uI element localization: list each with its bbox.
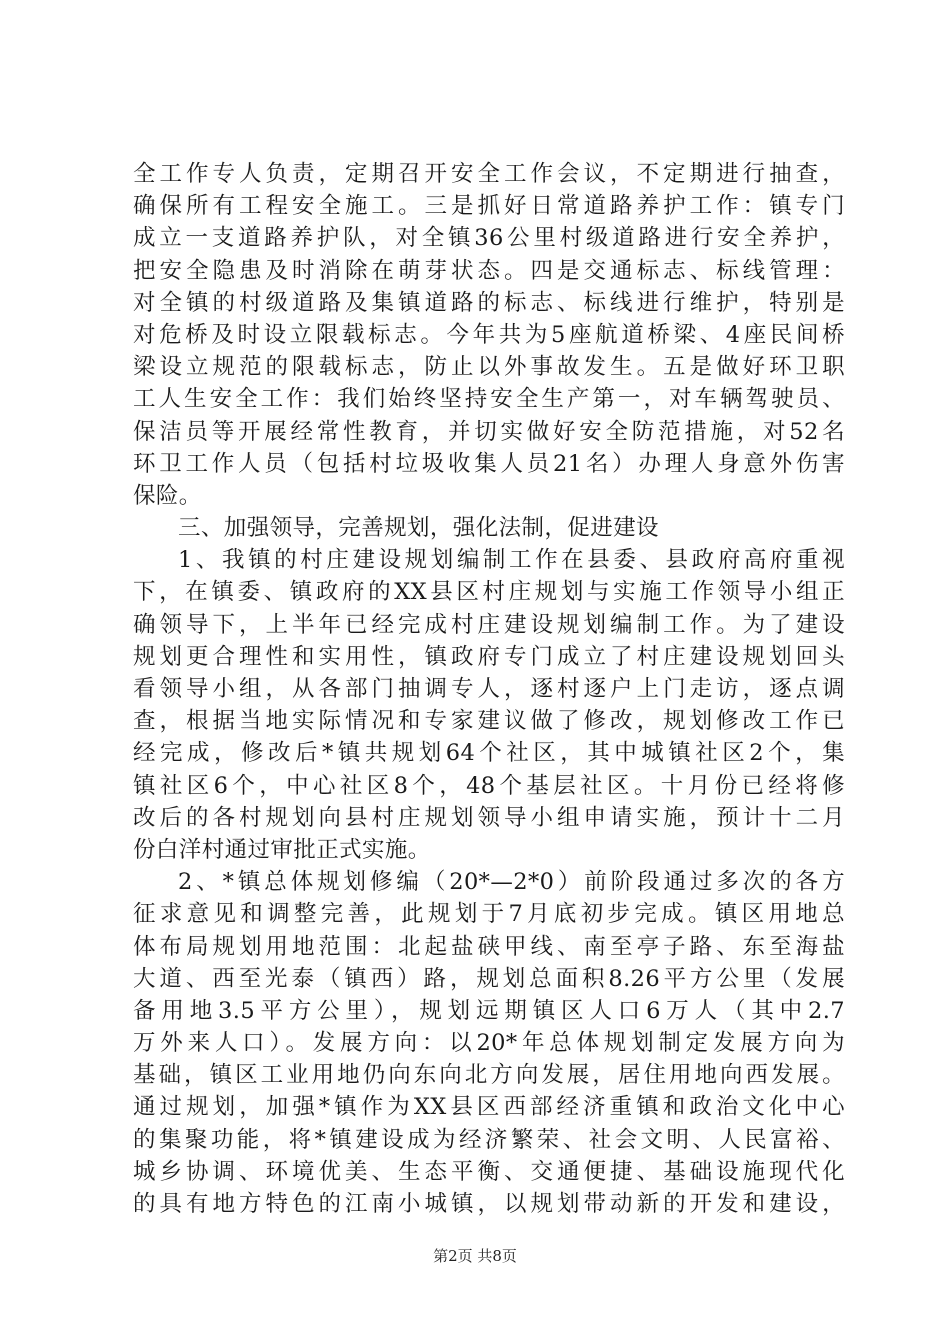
body-line: 把安全隐患及时消除在萌芽状态。四是交通标志、标线管理：: [133, 257, 845, 284]
body-line: 确保所有工程安全施工。三是抓好日常道路养护工作：镇专门: [133, 193, 845, 220]
body-line: 2、*镇总体规划修编（20*—2*0）前阶段通过多次的各方: [178, 869, 845, 896]
body-line: 通过规划，加强*镇作为XX县区西部经济重镇和政治文化中心: [133, 1094, 845, 1121]
body-line: 确领导下，上半年已经完成村庄建设规划编制工作。为了建设: [133, 611, 845, 638]
body-line: 梁设立规范的限载标志，防止以外事故发生。五是做好环卫职: [133, 354, 845, 381]
body-line: 基础，镇区工业用地仍向东向北方向发展，居住用地向西发展。: [133, 1062, 845, 1089]
body-line: 的具有地方特色的江南小城镇，以规划带动新的开发和建设，: [133, 1191, 845, 1217]
body-line: 镇社区6个，中心社区8个，48个基层社区。十月份已经将修: [133, 772, 845, 799]
body-line: 保洁员等开展经常性教育，并切实做好安全防范措施，对52名: [133, 418, 845, 445]
page-number-footer: 第2页 共8页: [433, 1247, 517, 1265]
document-body: [133, 158, 845, 1220]
body-line: 工人生安全工作：我们始终坚持安全生产第一，对车辆驾驶员、: [133, 386, 845, 413]
body-line: 全工作专人负责，定期召开安全工作会议，不定期进行抽查，: [133, 161, 845, 187]
body-line: 体布局规划用地范围：北起盐硖甲线、南至亭子路、东至海盐: [133, 933, 845, 960]
body-line: 查，根据当地实际情况和专家建议做了修改，规划修改工作已: [133, 708, 845, 735]
body-line: 规划更合理性和实用性，镇政府专门成立了村庄建设规划回头: [133, 643, 845, 670]
body-line: 环卫工作人员（包括村垃圾收集人员21名）办理人身意外伤害: [133, 450, 845, 477]
body-line: 征求意见和调整完善，此规划于7月底初步完成。镇区用地总: [133, 901, 845, 928]
body-line: 对全镇的村级道路及集镇道路的标志、标线进行维护，特别是: [133, 289, 845, 316]
body-line: 成立一支道路养护队，对全镇36公里村级道路进行安全养护，: [133, 225, 845, 252]
body-line: 1、我镇的村庄建设规划编制工作在县委、县政府高府重视: [178, 547, 845, 574]
body-line: 备用地3.5平方公里），规划远期镇区人口6万人（其中2.7: [133, 997, 845, 1024]
body-line: 份白洋村通过审批正式实施。: [133, 836, 431, 863]
body-line: 看领导小组，从各部门抽调专人，逐村逐户上门走访，逐点调: [133, 676, 845, 702]
body-line: 保险。: [133, 482, 202, 509]
body-line: 的集聚功能，将*镇建设成为经济繁荣、社会文明、人民富裕、: [133, 1126, 845, 1153]
body-line: 下，在镇委、镇政府的XX县区村庄规划与实施工作领导小组正: [133, 579, 845, 606]
body-line: 大道、西至光泰（镇西）路，规划总面积8.26平方公里（发展: [133, 965, 845, 992]
body-line: 经完成，修改后*镇共规划64个社区，其中城镇社区2个，集: [133, 740, 845, 767]
body-line: 对危桥及时设立限载标志。今年共为5座航道桥梁、4座民间桥: [133, 321, 845, 348]
body-line: 改后的各村规划向县村庄规划领导小组申请实施，预计十二月: [133, 804, 845, 831]
section-heading: 三、加强领导，完善规划，强化法制，促进建设: [178, 515, 659, 542]
body-line: 城乡协调、环境优美、生态平衡、交通便捷、基础设施现代化: [133, 1158, 845, 1185]
body-line: 万外来人口）。发展方向：以20*年总体规划制定发展方向为: [133, 1030, 845, 1057]
